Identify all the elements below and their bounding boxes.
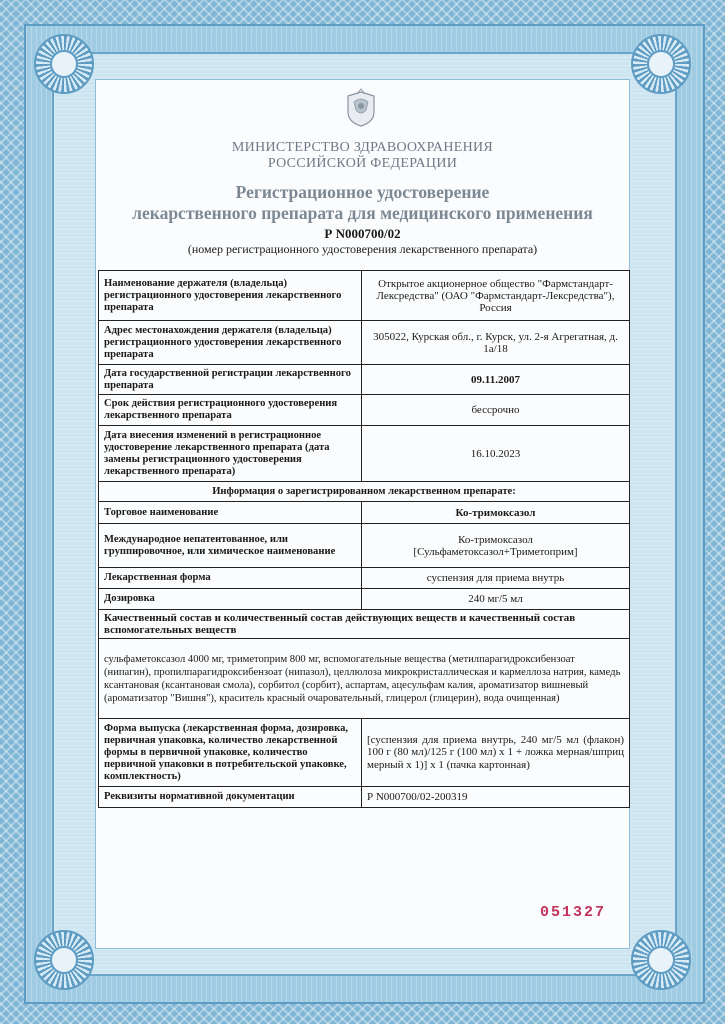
- validity-value: бессрочно: [362, 395, 630, 426]
- certificate-table: [98, 270, 630, 808]
- release-form-value: [суспензия для приема внутрь, 240 мг/5 мл (флакон) 100 г (80 мл)/125 г (100 мл) x 1 + ложка мерная/шприц мерный x 1)] x 1 (пачка картонная): [362, 719, 630, 787]
- trade-name-label: Торговое наименование: [99, 502, 362, 524]
- holder-address-value: 305022, Курская обл., г. Курск, ул. 2-я Агрегатная, д. 1а/18: [362, 321, 630, 365]
- dosage-label: Дозировка: [99, 589, 362, 610]
- inn-value: [362, 524, 630, 568]
- changes-date-label: Дата внесения изменений в регистрационное удостоверение лекарственного препарата (дата замены регистрационного удостоверения лекарственного препарата): [99, 426, 362, 482]
- table-row: [99, 426, 630, 482]
- coat-of-arms-icon: [344, 88, 378, 128]
- ministry-name-line2: РОССИЙСКОЙ ФЕДЕРАЦИИ: [267, 156, 458, 171]
- document-title-line2: лекарственного препарата для медицинского применения: [132, 203, 593, 223]
- dosage-form-value: суспензия для приема внутрь: [362, 568, 630, 589]
- normative-doc-label: Реквизиты нормативной документации: [99, 787, 362, 808]
- corner-rosette-icon: [631, 34, 691, 94]
- table-row: [99, 502, 630, 524]
- table-row: [99, 589, 630, 610]
- inn-value-line1: Ко-тримоксазол: [458, 533, 533, 546]
- composition-heading: Качественный состав и количественный состав действующих веществ и качественный состав вспомогательных веществ: [99, 610, 630, 639]
- registration-number-caption: (номер регистрационного удостоверения лекарственного препарата): [187, 242, 538, 256]
- holder-name-label: Наименование держателя (владельца) регистрационного удостоверения лекарственного препарата: [99, 271, 362, 321]
- document-title-line1: Регистрационное удостоверение: [235, 182, 490, 202]
- table-row: [99, 639, 630, 719]
- table-row: [99, 321, 630, 365]
- table-row: [99, 365, 630, 395]
- dosage-value: 240 мг/5 мл: [362, 589, 630, 610]
- corner-rosette-icon: [34, 930, 94, 990]
- table-row: [99, 395, 630, 426]
- corner-rosette-icon: [631, 930, 691, 990]
- registration-date-value: 09.11.2007: [362, 365, 630, 395]
- validity-label: Срок действия регистрационного удостоверения лекарственного препарата: [99, 395, 362, 426]
- registration-number: Р N000700/02: [324, 226, 401, 241]
- table-row: [99, 271, 630, 321]
- trade-name-value: Ко-тримоксазол: [362, 502, 630, 524]
- table-row: [99, 524, 630, 568]
- drug-info-heading: Информация о зарегистрированном лекарственном препарате:: [99, 482, 630, 502]
- table-row: [99, 787, 630, 808]
- table-row: [99, 719, 630, 787]
- holder-address-label: Адрес местонахождения держателя (владельца) регистрационного удостоверения лекарственного препарата: [99, 321, 362, 365]
- holder-name-value: Открытое акционерное общество "Фармстандарт-Лексредства" (ОАО "Фармстандарт-Лексредства"), Россия: [362, 271, 630, 321]
- release-form-label: Форма выпуска (лекарственная форма, дозировка, первичная упаковка, количество лекарственной формы в первичной упаковке, количество первичной упаковки в потребительской упаковке, комплектность): [99, 719, 362, 787]
- serial-number: 051327: [540, 904, 607, 921]
- ministry-name-line1: МИНИСТЕРСТВО ЗДРАВООХРАНЕНИЯ: [231, 140, 494, 155]
- dosage-form-label: Лекарственная форма: [99, 568, 362, 589]
- corner-rosette-icon: [34, 34, 94, 94]
- changes-date-value: 16.10.2023: [362, 426, 630, 482]
- table-row: [99, 568, 630, 589]
- composition-text: сульфаметоксазол 4000 мг, триметоприм 800 мг, вспомогательные вещества (метилпарагидроксибензоат (нипагин), пропилпарагидроксибензоат (нипазол), целлюлоза микрокристаллическая и кармеллоза натрия, камедь ксантановая (ксантановая смола), сорбитол (сорбит), аспартам, ацесульфам калия, ароматизатор вишневый (ароматизатор "Вишня"), краситель красный очаровательный, глицерол (глицерин), вода очищенная): [99, 639, 630, 719]
- table-row: [99, 610, 630, 639]
- normative-doc-value: Р N000700/02-200319: [362, 787, 630, 808]
- inn-value-line2: [Сульфаметоксазол+Триметоприм]: [413, 545, 578, 558]
- inn-label: Международное непатентованное, или группировочное, или химическое наименование: [99, 524, 362, 568]
- registration-date-label: Дата государственной регистрации лекарственного препарата: [99, 365, 362, 395]
- table-row: [99, 482, 630, 502]
